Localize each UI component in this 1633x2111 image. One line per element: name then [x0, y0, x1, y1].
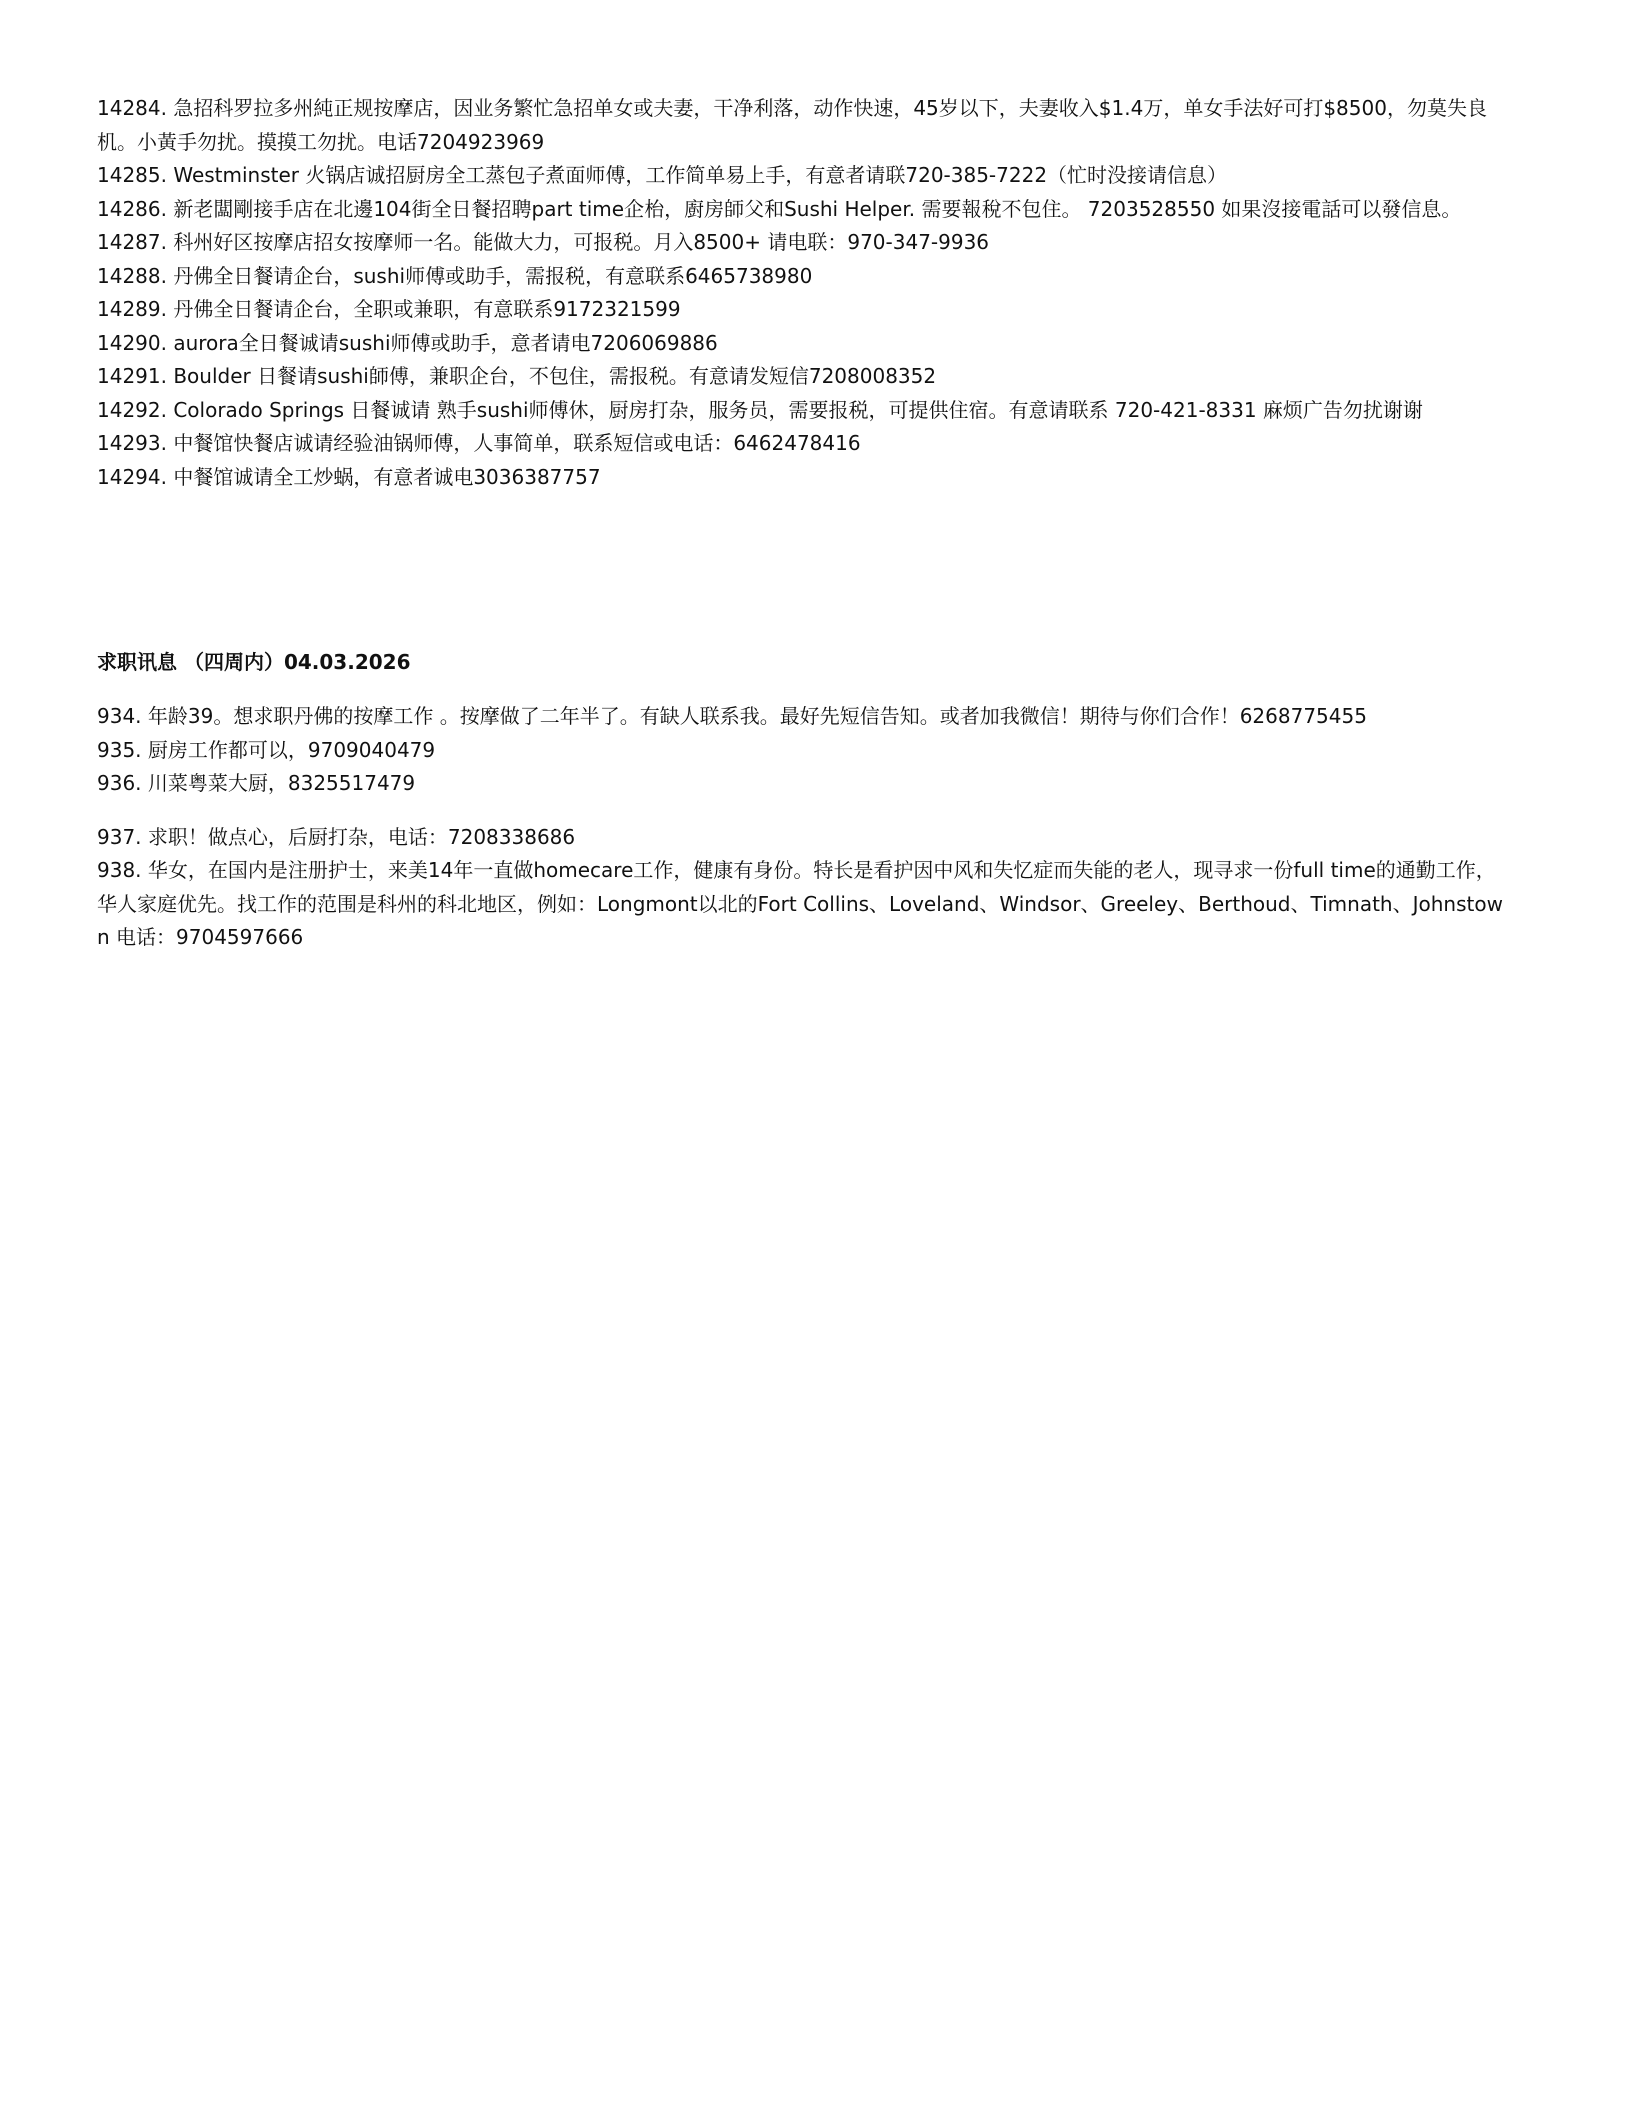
hiring-ad-14284: 14284. 急招科罗拉多州純正规按摩店，因业务繁忙急招单女或夫妻，干净利落，动作快速，45岁以下，夫妻收入$1.4万，单女手法好可打$8500，勿莫失良机。小黃手勿扰。摸摸工勿扰。电话7204923969	[97, 96, 1487, 154]
hiring-ad-14290: 14290. aurora全日餐诚请sushi师傅或助手，意者请电7206069886	[97, 330, 718, 355]
hiring-ad-14288: 14288. 丹佛全日餐请企台，sushi师傅或助手，需报税，有意联系6465738980	[97, 263, 813, 288]
hiring-ad-14289: 14289. 丹佛全日餐请企台，全职或兼职，有意联系9172321599	[97, 297, 681, 321]
job-seeking-post-937: 937. 求职！做点心，后厨打杂，电话：7208338686	[97, 824, 576, 849]
hiring-ad-14292: 14292. Colorado Springs 日餐诚请 熟手sushi师傅休，厨房打杂，服务员，需要报税，可提供住宿。有意请联系 720-421-8331 麻烦广告勿扰谢谢	[97, 397, 1423, 422]
job-seeking-post-934: 934. 年龄39。想求职丹佛的按摩工作 。按摩做了二年半了。有缺人联系我。最好先短信告知。或者加我微信！期待与你们合作！6268775455	[97, 704, 1367, 728]
job-seeking-post-936: 936. 川菜粤菜大厨，8325517479	[97, 771, 416, 795]
hiring-ad-14285: 14285. Westminster 火锅店诚招厨房全工蒸包子煮面师傅，工作简单易上手，有意者请联720-385-7222（忙时没接请信息）	[97, 163, 1228, 187]
job-seeking-section-title: 求职讯息 （四周内）04.03.2026	[97, 650, 411, 674]
hiring-ad-14291: 14291. Boulder 日餐请sushi師傅，兼职企台，不包住，需报税。有意请发短信7208008352	[97, 364, 937, 388]
job-seeking-list-group-2	[97, 821, 1512, 955]
hiring-ad-14293: 14293. 中餐馆快餐店诚请经验油锅师傅，人事简单，联系短信或电话：6462478416	[97, 431, 861, 455]
job-seeking-section	[97, 700, 1512, 955]
hiring-list	[97, 92, 1512, 494]
hiring-ad-14287: 14287. 科州好区按摩店招女按摩师一名。能做大力，可报税。月入8500+ 请电联：970-347-9936	[97, 230, 990, 254]
document-page	[97, 92, 1512, 949]
job-seeking-list-group-1	[97, 700, 1512, 801]
hiring-ad-14294: 14294. 中餐馆诚请全工炒蜗，有意者诚电3036387757	[97, 464, 601, 489]
job-seeking-post-938: 938. 华女，在国内是注册护士，来美14年一直做homecare工作，健康有身份。特长是看护因中风和失忆症而失能的老人，现寻求一份full time的通勤工作，华人家庭优先。找工作的范围是科州的科北地区，例如：Longmont以北的Fort Collins、Loveland、Windsor、Greeley、Berthoud、Timnath、Johnstown 电话：9704597666	[97, 858, 1503, 949]
hiring-ad-14286: 14286. 新老闆剛接手店在北邊104街全日餐招聘part time企枱，廚房師父和Sushi Helper. 需要報稅不包住。 7203528550 如果沒接電話可以發信息。	[97, 196, 1462, 221]
job-seeking-post-935: 935. 厨房工作都可以，9709040479	[97, 737, 436, 762]
